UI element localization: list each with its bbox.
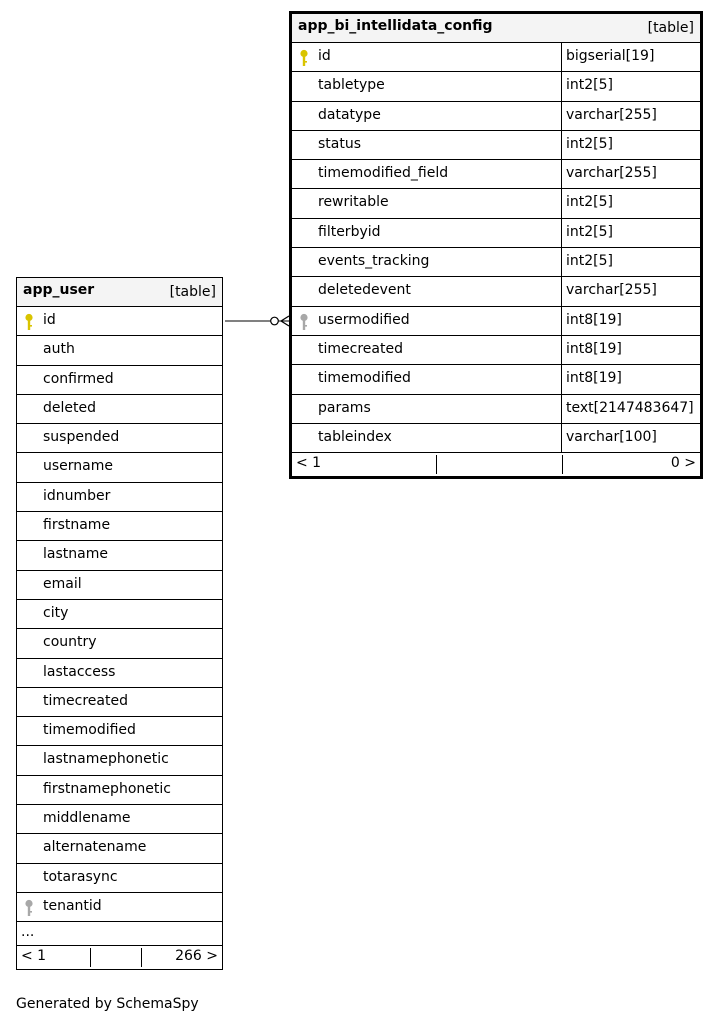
column-row-usermodified[interactable]: [292, 307, 700, 336]
column-name: status: [292, 131, 562, 159]
table-name: app_user: [23, 282, 95, 298]
column-row-deletedevent[interactable]: [292, 277, 700, 306]
column-name: auth: [43, 341, 75, 358]
column-name: tableindex: [292, 424, 562, 452]
column-type: int2[5]: [566, 194, 613, 211]
column-row-rewritable[interactable]: [292, 189, 700, 218]
column-row-events-tracking[interactable]: [292, 248, 700, 277]
column-row-deleted[interactable]: [17, 395, 222, 424]
column-name: tabletype: [292, 72, 562, 100]
parents-count[interactable]: < 1: [17, 948, 91, 967]
table-kind: [table]: [169, 284, 216, 300]
column-type: int8[19]: [566, 340, 622, 357]
column-name: middlename: [43, 810, 131, 827]
column-row-lastnamephonetic[interactable]: [17, 746, 222, 775]
footer-spacer: [91, 948, 142, 967]
column-row-timemodified[interactable]: [292, 365, 700, 394]
column-type: int2[5]: [566, 77, 613, 94]
column-name: idnumber: [43, 487, 111, 504]
column-row-timemodified-field[interactable]: [292, 160, 700, 189]
column-name: datatype: [292, 102, 562, 130]
column-type: int2[5]: [566, 223, 613, 240]
table-header[interactable]: [292, 14, 700, 43]
column-row-confirmed[interactable]: [17, 366, 222, 395]
column-row-email[interactable]: [17, 571, 222, 600]
column-name: timemodified_field: [292, 160, 562, 188]
column-row-middlename[interactable]: [17, 805, 222, 834]
column-row-id[interactable]: [17, 307, 222, 336]
column-name: filterbyid: [292, 219, 562, 247]
column-row-tenantid[interactable]: [17, 893, 222, 922]
column-row-suspended[interactable]: [17, 424, 222, 453]
column-name: alternatename: [43, 839, 147, 856]
column-name: suspended: [43, 429, 120, 446]
column-name: lastname: [43, 546, 108, 563]
table-app-user[interactable]: [16, 277, 223, 970]
column-type: int2[5]: [566, 253, 613, 270]
table-footer: [292, 453, 700, 476]
column-type: int8[19]: [566, 311, 622, 328]
column-name: timecreated: [292, 336, 562, 364]
column-name: lastaccess: [43, 663, 116, 680]
column-type: varchar[255]: [566, 165, 657, 182]
column-row-datatype[interactable]: [292, 102, 700, 131]
table-kind: [table]: [647, 20, 694, 36]
column-row-totarasync[interactable]: [17, 864, 222, 893]
column-row-lastname[interactable]: [17, 541, 222, 570]
column-name: deleted: [43, 399, 96, 416]
column-name: firstnamephonetic: [43, 780, 171, 797]
column-row-params[interactable]: [292, 395, 700, 424]
column-row-idnumber[interactable]: [17, 483, 222, 512]
column-name: timecreated: [43, 692, 128, 709]
column-type: bigserial[19]: [566, 48, 655, 64]
children-count[interactable]: 0 >: [670, 455, 696, 472]
column-name: totarasync: [43, 868, 118, 885]
more-columns-ellipsis: ...: [17, 922, 222, 946]
column-name: country: [43, 634, 97, 651]
column-name: events_tracking: [292, 248, 562, 276]
column-name: deletedevent: [292, 277, 562, 305]
relationship-app-user-id-to-usermodified[interactable]: [225, 316, 289, 326]
column-row-timecreated[interactable]: [17, 688, 222, 717]
table-app-bi-intellidata-config[interactable]: [289, 11, 703, 479]
column-row-alternatename[interactable]: [17, 834, 222, 863]
column-row-tableindex[interactable]: [292, 424, 700, 453]
column-row-timecreated[interactable]: [292, 336, 700, 365]
column-type: varchar[255]: [566, 282, 657, 299]
column-row-lastaccess[interactable]: [17, 659, 222, 688]
column-row-firstnamephonetic[interactable]: [17, 776, 222, 805]
parents-count[interactable]: < 1: [292, 455, 437, 474]
footer-spacer: [437, 455, 563, 474]
table-name: app_bi_intellidata_config: [298, 18, 493, 34]
column-name: username: [43, 458, 113, 475]
column-type: int8[19]: [566, 370, 622, 387]
column-name: rewritable: [292, 189, 562, 217]
column-name: params: [292, 395, 562, 423]
column-name: lastnamephonetic: [43, 751, 169, 768]
column-name: confirmed: [43, 370, 114, 387]
table-footer: [17, 946, 222, 969]
column-name: timemodified: [292, 365, 562, 393]
column-type: text[2147483647]: [566, 399, 694, 416]
column-type: varchar[255]: [566, 106, 657, 123]
column-name: id: [292, 43, 562, 71]
column-type: int2[5]: [566, 135, 613, 152]
column-name: city: [43, 604, 69, 621]
column-row-country[interactable]: [17, 629, 222, 658]
column-row-city[interactable]: [17, 600, 222, 629]
column-row-firstname[interactable]: [17, 512, 222, 541]
column-name: email: [43, 575, 82, 592]
column-type: varchar[100]: [566, 428, 657, 445]
column-row-tabletype[interactable]: [292, 72, 700, 101]
column-name: id: [17, 307, 222, 335]
column-row-status[interactable]: [292, 131, 700, 160]
column-name: tenantid: [17, 893, 222, 921]
column-name: timemodified: [43, 722, 136, 739]
generated-by-note: Generated by SchemaSpy: [16, 996, 199, 1012]
column-row-timemodified[interactable]: [17, 717, 222, 746]
column-row-id[interactable]: [292, 43, 700, 72]
column-row-username[interactable]: [17, 453, 222, 482]
table-header[interactable]: [17, 278, 222, 307]
children-count[interactable]: 266 >: [175, 948, 218, 965]
column-row-auth[interactable]: [17, 336, 222, 365]
column-row-filterbyid[interactable]: [292, 219, 700, 248]
column-name: usermodified: [292, 307, 562, 335]
column-name: firstname: [43, 517, 111, 534]
